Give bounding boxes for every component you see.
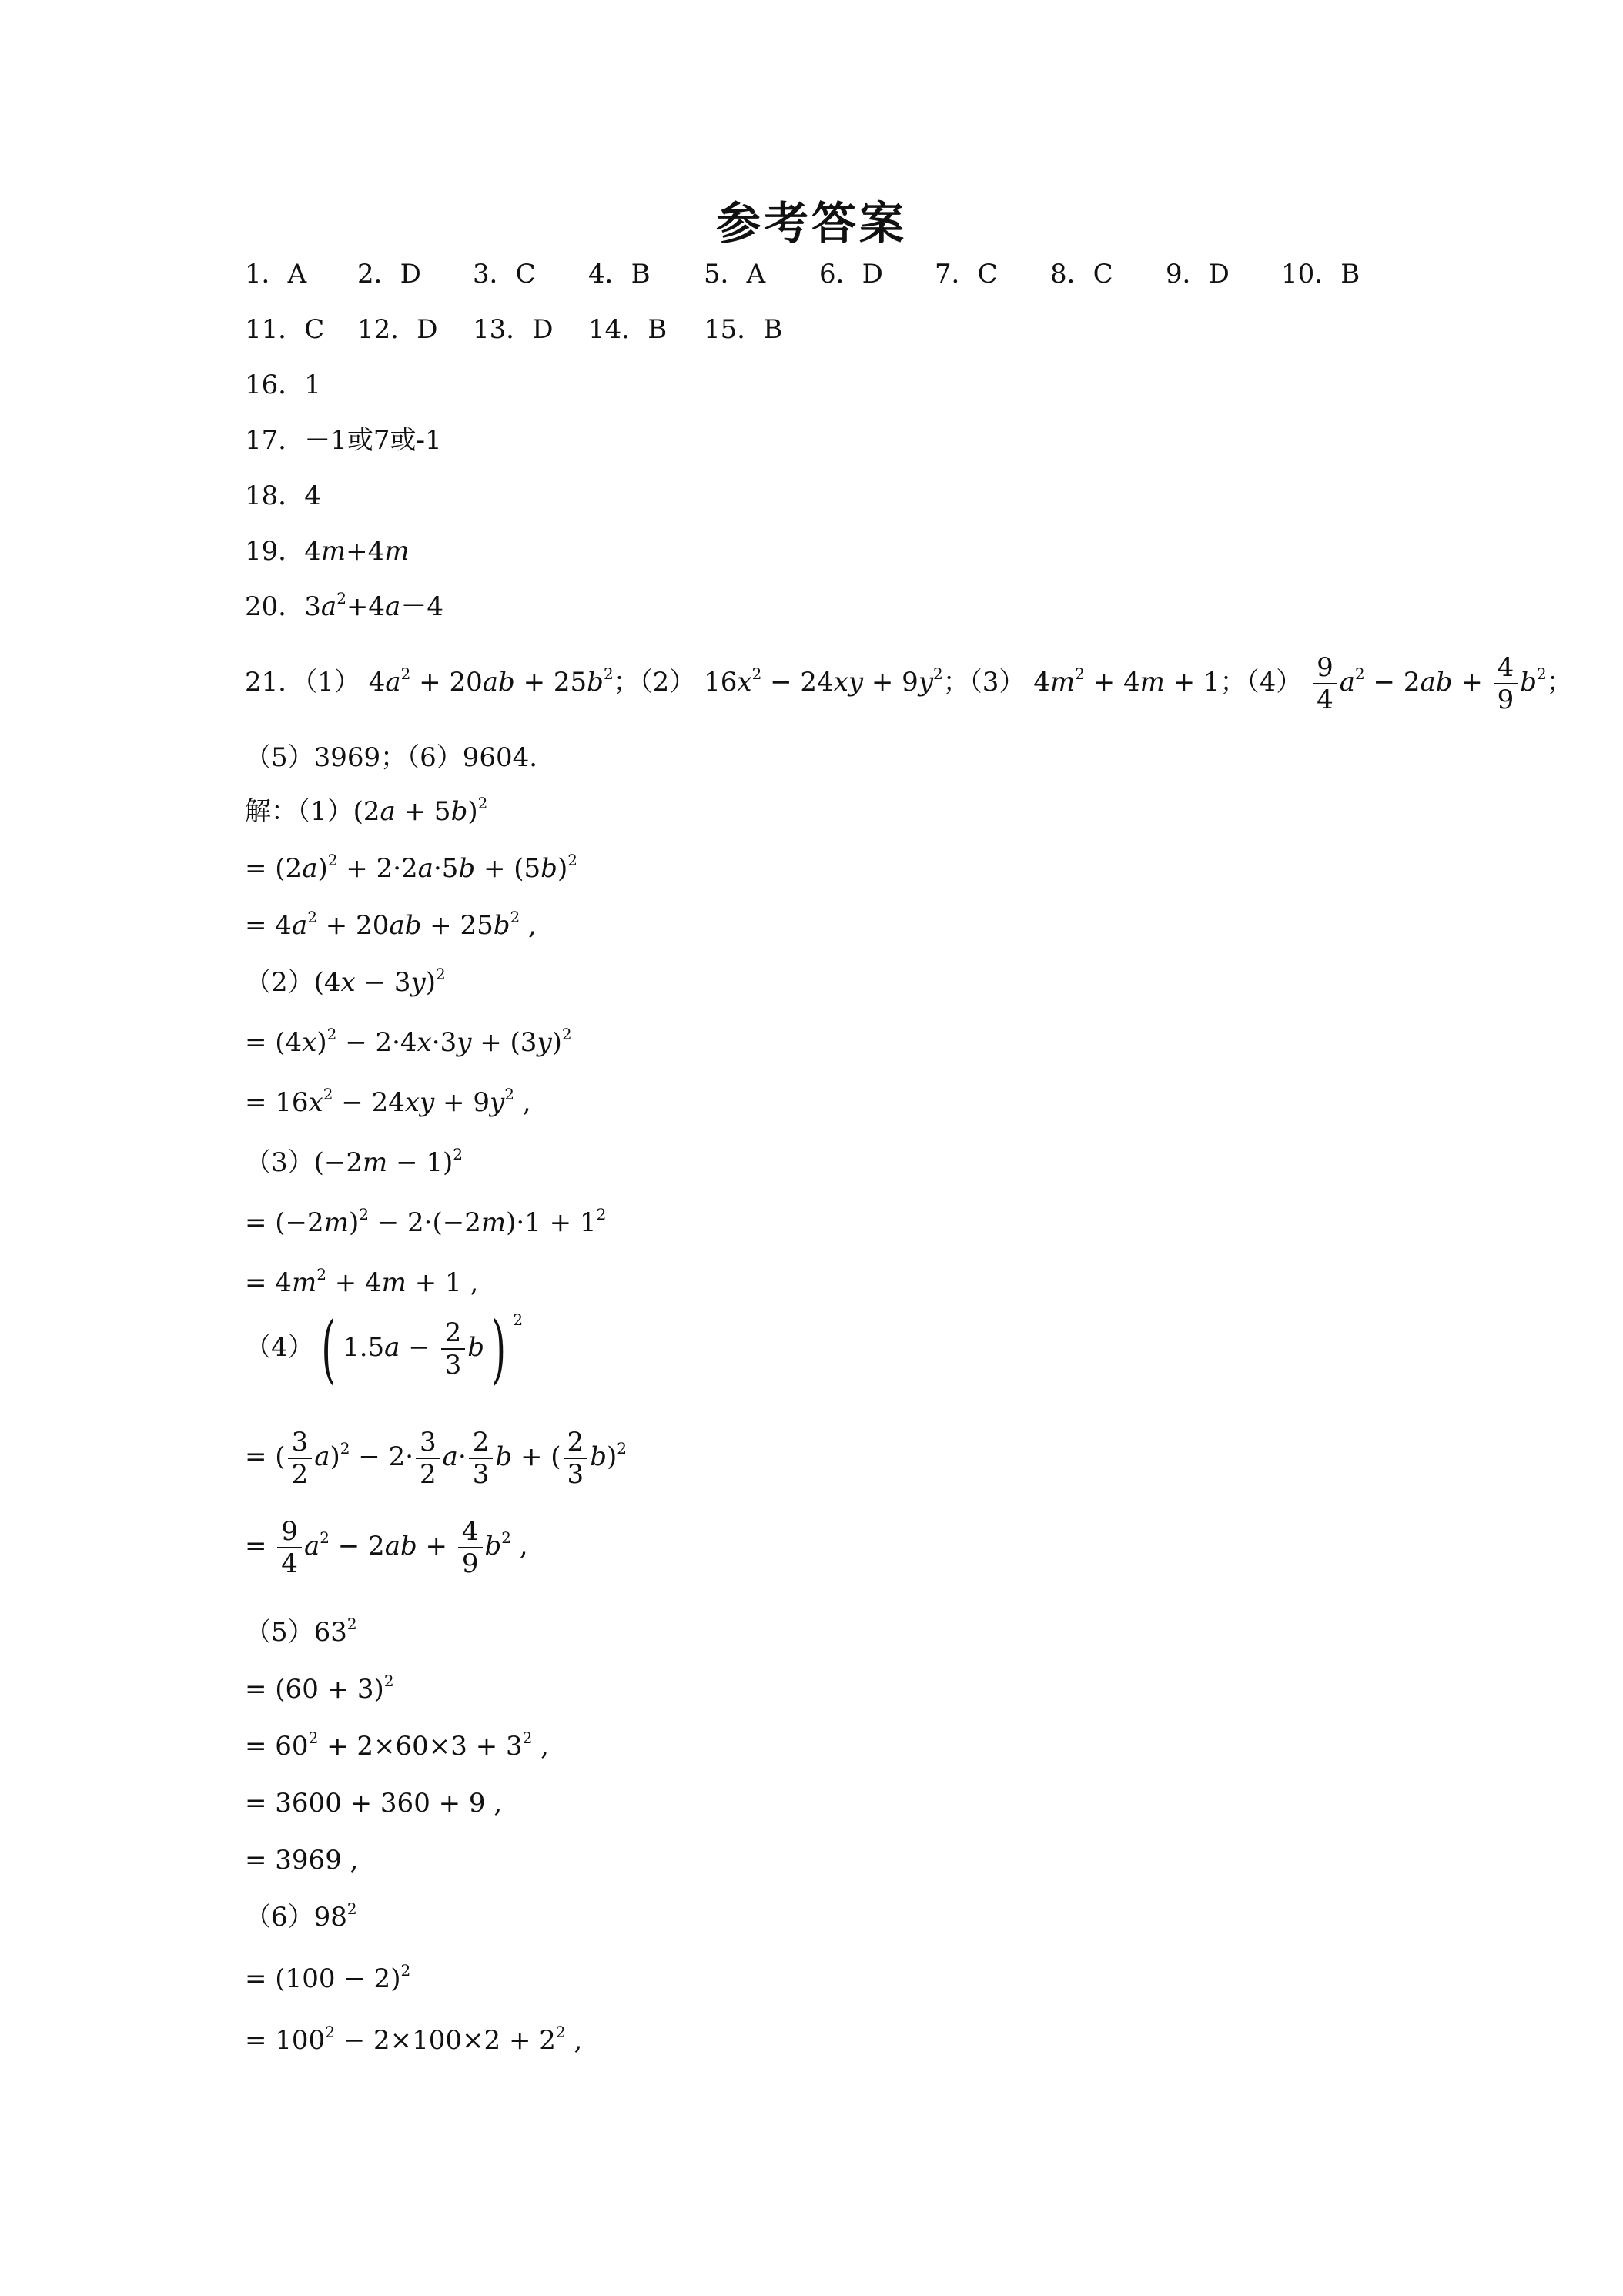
q21-expr-1: $4a^2 + 20ab + 25b^2$ (368, 664, 614, 698)
q21-expr-3: $4m^2 + 4m + 1$ (1033, 664, 1220, 698)
solution-part-label: （5） (245, 1617, 314, 1648)
answer-20-var: a (320, 591, 337, 622)
solution-step: = $(4x)^2 - 2\cdot 4x\cdot 3y + (3y)^2$ (245, 1025, 572, 1058)
page-title: 参考答案 (715, 197, 907, 249)
solution-part-label: （6） (245, 1902, 314, 1933)
answer-20 (245, 588, 443, 625)
mcq-answer: 6．D (819, 259, 883, 290)
mcq-answer: 15．B (704, 314, 783, 345)
mcq-row-2 (245, 311, 1015, 348)
mcq-answer: 1．A (245, 259, 307, 290)
mcq-answer: 7．C (935, 259, 998, 290)
answer-21-line-1 (245, 651, 1573, 715)
answer-20-var: a (385, 591, 401, 622)
q21-expr-2: $16x^2 - 24xy + 9y^2$ (704, 664, 943, 698)
mcq-answer: 11．C (245, 314, 325, 345)
solution-step: $(2)(4x - 3y)^2$ (245, 965, 446, 998)
solution-step: = $(60 + 3)^2$ (245, 1672, 394, 1705)
q21-part-1: （1） (304, 667, 360, 698)
solution-part-label: （3） (245, 1147, 314, 1178)
mcq-answer: 10．B (1281, 259, 1360, 290)
answer-19-var: m (384, 536, 410, 567)
answer-16: 16．1 (245, 370, 321, 400)
mcq-answer: 3．C (473, 259, 536, 290)
solution-step: = $4a^2 + 20ab + 25b^2$ , (245, 908, 537, 941)
answer-19-mid: +4 (346, 536, 385, 567)
solution-step: = $\frac{9}{4}$ $a^2 - 2ab$ + $\frac{4}{9}$ $b^2$ , (245, 1516, 528, 1579)
mcq-answer: 14．B (588, 314, 668, 345)
mcq-answer: 2．D (357, 259, 421, 290)
answer-18: 18．4 (245, 480, 321, 511)
solution-step: （4）( 1.5a − $\frac{2}{3}$ b) $^2$ (245, 1306, 524, 1392)
solution-intro: 解：（1） (245, 796, 353, 827)
answer-20-exp: 2 (336, 589, 346, 607)
solution-step: $(5)63^2$ (245, 1615, 357, 1648)
q21-part-4: ；（4） (1220, 667, 1303, 698)
answer-21-line-2: （5）3969；（6）9604． (245, 742, 556, 773)
solution-step: = 3969 , (245, 1845, 359, 1876)
solution-step: = $16x^2 - 24xy + 9y^2$ , (245, 1085, 531, 1118)
mcq-answer: 9．D (1166, 259, 1230, 290)
solution-step: $(3)(-2m - 1)^2$ (245, 1145, 463, 1178)
solution-part-label: （4） (245, 1332, 314, 1363)
answer-19-var: m (320, 536, 346, 567)
q21-expr-4: $\frac{9}{4}$ $a^2 - 2ab$ + $\frac{4}{9}$ $b^2$ (1310, 667, 1547, 698)
solution-step: = $(100 - 2)^2$ (245, 1961, 411, 1994)
answer-20-end: －4 (400, 591, 443, 622)
answer-17: 17．－1或7或-1 (245, 425, 442, 456)
solution-step: = $100^2 - 2\times 100\times 2 + 2^2$ , (245, 2023, 583, 2056)
answer-20-mid: +4 (346, 591, 386, 622)
solution-step: = $(-2m)^2 - 2\cdot(-2m)\cdot 1 + 1^2$ (245, 1205, 607, 1238)
mcq-answer: 8．C (1050, 259, 1113, 290)
solution-part-label: （2） (245, 967, 314, 998)
solution-step: = ( $\frac{3}{2}$ a)$^2$ − 2· $\frac{3}{2}$ a· $\frac{2}{3}$ b + ( $\frac{2}{3}$ b)$^2$ (245, 1427, 627, 1490)
answer-19-prefix: 19．4 (245, 536, 321, 567)
mcq-answer: 4．B (588, 259, 651, 290)
solution-step: = 3600 + 360 + 9 , (245, 1788, 503, 1819)
answer-20-prefix: 20．3 (245, 591, 321, 622)
q21-part-3: ；（3） (942, 667, 1026, 698)
q21-end: ； (1546, 667, 1573, 698)
solution-step: = $(2a)^2 + 2\cdot 2a\cdot 5b + (5b)^2$ (245, 851, 577, 884)
solution-step: = $60^2 + 2\times 60\times 3 + 3^2$ , (245, 1729, 549, 1762)
mcq-row-1 (245, 256, 1400, 293)
answer-19 (245, 533, 410, 570)
mcq-answer: 12．D (357, 314, 438, 345)
q21-label: 21． (245, 667, 305, 698)
solution-step: = $4m^2 + 4m + 1$ , (245, 1265, 479, 1298)
solution-step: $(6)98^2$ (245, 1899, 357, 1933)
mcq-answer: 13．D (473, 314, 554, 345)
mcq-answer: 5．A (704, 259, 766, 290)
q21-part-2: ；（2） (613, 667, 696, 698)
solution-step: 解：$(1)(2a + 5b)^2$ (245, 794, 488, 827)
